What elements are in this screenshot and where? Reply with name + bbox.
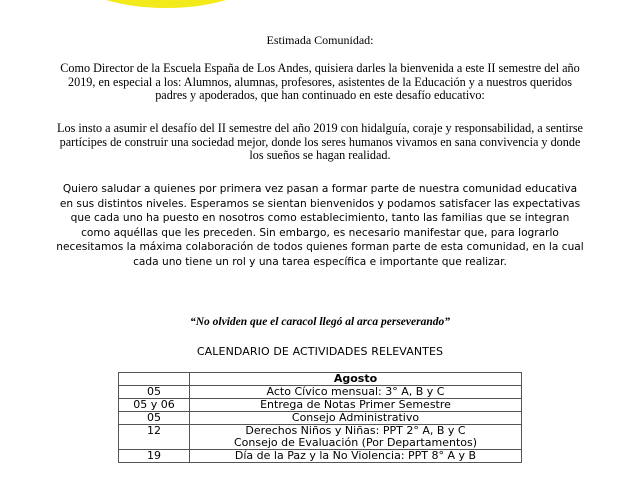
activity-date-cell: 05 [119, 412, 190, 425]
motto-quote: “No olviden que el caracol llegó al arca perseverando” [190, 316, 450, 328]
salutation: Estimada Comunidad: [266, 33, 374, 47]
invitation-paragraph: Los insto a asumir el desafío del II semestre del año 2019 con hidalguía, coraje y responsabilidad, a sentirse partícipes de construir una sociedad mejor, donde los seres humanos vivamos en sana convivencia y donde los sueños se hagan realidad. [57, 121, 583, 162]
calendar-body [119, 386, 522, 463]
date-header-cell [119, 373, 190, 386]
table-row [119, 450, 522, 463]
activity-date-cell: 12 [119, 425, 190, 450]
activity-description-cell: Consejo Administrativo [190, 412, 522, 425]
activity-date-cell: 05 y 06 [119, 399, 190, 412]
table-row [119, 425, 522, 450]
intro-paragraph: Como Director de la Escuela España de Los Andes, quisiera darles la bienvenida a este II semestre del año 2019, en especial a los: Alumnos, alumnas, profesores, asistentes de la Educación y a nuestros queridos padres y apoderados, que han continuado en este desafío educativo: [60, 61, 580, 102]
table-row [119, 412, 522, 425]
activity-date-cell: 05 [119, 386, 190, 399]
greeting-paragraph: Quiero saludar a quienes por primera vez pasan a formar parte de nuestra comunidad educativa en sus distintos niveles. Esperamos se sientan bienvenidos y podamos satisfacer las expectativas que cada uno ha puesto en nosotros como establecimiento, tanto las familias que se integran como aquéllas que les preceden. Sin embargo, es necesario manifestar que, para lograrlo necesitamos la máxima colaboración de todos quienes forman parte de esta comunidad, en la cual cada uno tiene un rol y una tarea específica e importante que realizar. [56, 183, 584, 268]
table-row [119, 386, 522, 399]
activity-description-cell: Derechos Niños y Niñas: PPT 2° A, B y C Consejo de Evaluación (Por Departamentos) [190, 425, 522, 450]
activity-description-cell: Día de la Paz y la No Violencia: PPT 8° A y B [190, 450, 522, 463]
activity-description-cell: Acto Cívico mensual: 3° A, B y C [190, 386, 522, 399]
month-header: Agosto [190, 373, 522, 386]
activity-description-cell: Entrega de Notas Primer Semestre [190, 399, 522, 412]
calendar-title: CALENDARIO DE ACTIVIDADES RELEVANTES [196, 345, 444, 358]
table-header-row [119, 373, 522, 386]
table-row [119, 399, 522, 412]
decorative-yellow-shape [66, 0, 266, 8]
activities-calendar-table [118, 372, 522, 463]
activity-date-cell: 19 [119, 450, 190, 463]
